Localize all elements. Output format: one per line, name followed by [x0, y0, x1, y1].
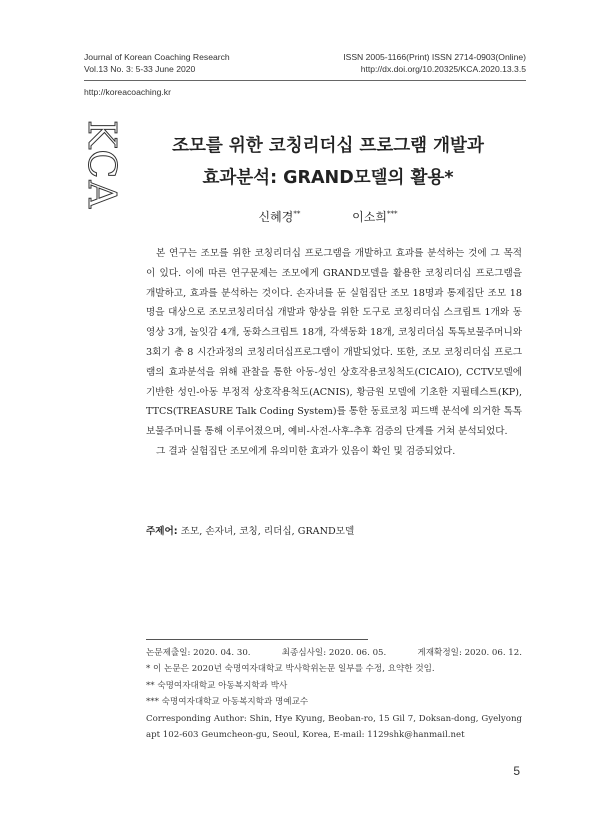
journal-doi[interactable]: http://dx.doi.org/10.20325/KCA.2020.13.3.5	[360, 64, 526, 74]
author-line	[130, 208, 526, 225]
submission-dates	[146, 645, 522, 661]
author-2-name: 이소희	[352, 210, 387, 224]
abstract-paragraph-1: 본 연구는 조모를 위한 코칭리더십 프로그램을 개발하고 효과를 분석하는 것에 그 목적이 있다. 이에 따른 연구문제는 조모에게 GRAND모델을 활용한 코칭리더십 프로그램을 개발하고, 효과를 분석하는 것이다. 손자녀를 둔 실험집단 조모 18명과 통제집단 조모 18명을 대상으로 조모코칭리더십 개발과 향상을 위한 도구로 코칭리더십 스크립트 1개와 동영상 3개, 놀잇감 4개, 동화스크립트 18개, 각색동화 18개, 코칭리더십 톡톡보물주머니와 3회기 총 8 시간과정의 코칭리더십프로그램이 개발되었다. 또한, 조모 코칭리더십 프로그램의 효과분석을 위해 관찰을 통한 아동-성인 상호작용코칭척도(CICAIO), CCTV모델에 기반한 성인-아동 부정적 상호작용척도(ACNIS), 황금원 모델에 기초한 지필테스트(KP), TTCS(TREASURE Talk Coding System)를 통한 동료코칭 피드백 분석에 의거한 톡톡보물주머니를 통해 이루어졌으며, 예비-사전-사후-추후 검증의 단계를 거쳐 분석되었다.	[146, 248, 522, 438]
author-2-mark: ***	[386, 210, 398, 218]
corresponding-author: Corresponding Author: Shin, Hye Kyung, Beoban-ro, 15 Gil 7, Doksan-dong, Gyelyong apt 102-603 Geumcheon-gu, Seoul, Korea, E-mail: 1129shk@hanmail.net	[146, 713, 522, 741]
journal-issue: Vol.13 No. 3: 5-33 June 2020	[84, 64, 196, 74]
footnotes	[146, 645, 522, 743]
keywords-label: 주제어:	[146, 526, 178, 537]
abstract-paragraph-2: 그 결과 실험집단 조모에게 유의미한 효과가 있음이 확인 및 검증되었다.	[156, 445, 456, 457]
footnote-3: *** 숙명여자대학교 아동복지학과 명예교수	[146, 697, 309, 708]
page-number: 5	[513, 764, 520, 778]
footnote-divider	[146, 639, 368, 640]
received-date: 논문제출일: 2020. 04. 30.	[146, 648, 251, 658]
kca-watermark	[80, 120, 126, 230]
author-1-name: 신혜경	[258, 210, 294, 224]
watermark-text: KCA	[80, 120, 124, 210]
journal-issn: ISSN 2005-1166(Print) ISSN 2714-0903(Online)	[343, 52, 526, 62]
author-2	[352, 210, 397, 224]
journal-header-right	[343, 51, 526, 75]
keywords	[146, 523, 354, 537]
author-1-mark: **	[293, 210, 301, 218]
keywords-text: 조모, 손자녀, 코칭, 리더십, GRAND모델	[180, 526, 355, 537]
author-1	[259, 210, 301, 224]
title-line-2: 효과분석: GRAND모델의 활용*	[202, 168, 454, 188]
journal-url[interactable]: http://koreacoaching.kr	[84, 87, 171, 97]
header-divider	[84, 80, 526, 81]
abstract	[146, 244, 522, 462]
footnote-1: * 이 논문은 2020년 숙명여자대학교 박사학위논문 일부를 수정, 요약한 것임.	[146, 664, 435, 675]
reviewed-date: 최종심사일: 2020. 06. 05.	[281, 648, 387, 658]
title-line-1: 조모를 위한 코칭리더십 프로그램 개발과	[172, 136, 484, 156]
journal-name: Journal of Korean Coaching Research	[84, 52, 230, 62]
journal-header-left	[84, 51, 230, 75]
footnote-2: ** 숙명여자대학교 아동복지학과 박사	[146, 680, 288, 691]
paper-title	[130, 130, 526, 194]
accepted-date: 게재확정일: 2020. 06. 12.	[417, 648, 522, 658]
